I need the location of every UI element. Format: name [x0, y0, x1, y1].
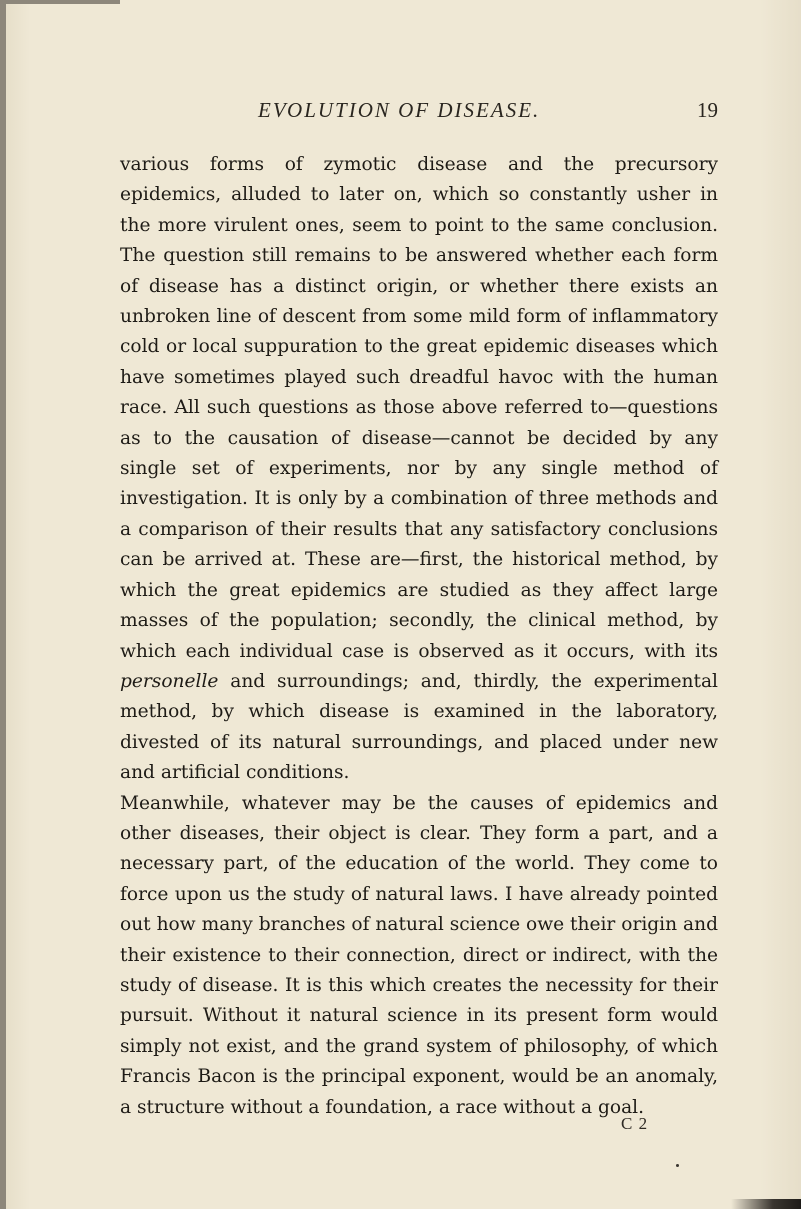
paragraph-1-text-b: and surroundings; and, thirdly, the experimental method, by which disease is examined in the laboratory, divested of its natural surroundings, and placed under new and artificial conditions.: [120, 670, 718, 784]
page-header: [118, 98, 718, 132]
running-title: EVOLUTION OF DISEASE.: [258, 98, 541, 122]
paragraph-2: Meanwhile, whatever may be the causes of epidemics and other diseases, their object is clear. They form a part, and a necessary part, of the education of the world. They come to force upon us the study of natural laws. I have already pointed out how many branches of natural science owe their origin and their existence to their connection, direct or indirect, with the study of disease. It is this which creates the necessity for their pursuit. Without it natural science in its present form would simply not exist, and the grand system of philosophy, of which Francis Bacon is the principal exponent, would be an anomaly, a structure without a foundation, a race without a goal.: [120, 792, 718, 1118]
page-top-edge: [0, 0, 120, 4]
corner-shadow: [731, 1199, 801, 1209]
paragraph-1-italic-word: personelle: [120, 670, 219, 692]
paragraph-1-text-a: various forms of zymotic disease and the precursory epidemics, alluded to later on, which so constantly usher in the more virulent ones, seem to point to the same conclusion. The question still remains to be answered whether each form of disease has a distinct origin, or whether there exists an unbroken line of descent from some mild form of inflammatory cold or local suppuration to the great epidemic diseases which have sometimes played such dreadful havoc with the human race. All such questions as those above referred to—questions as to the causation of disease—cannot be decided by any single set of experiments, nor by any single method of investigation. It is only by a combination of three methods and a comparison of their results that any satisfactory conclusions can be arrived at. These are—first, the historical method, by which the great epidemics are studied as they affect large masses of the population; secondly, the clinical method, by which each individual case is observed as it occurs, with its: [120, 154, 718, 662]
paragraph-1: [120, 150, 718, 789]
body-text: [120, 150, 718, 1123]
signature-mark: C 2: [621, 1114, 649, 1133]
print-speck: [676, 1164, 679, 1167]
page-number: 19: [697, 98, 718, 122]
page-left-edge: [0, 0, 6, 1209]
